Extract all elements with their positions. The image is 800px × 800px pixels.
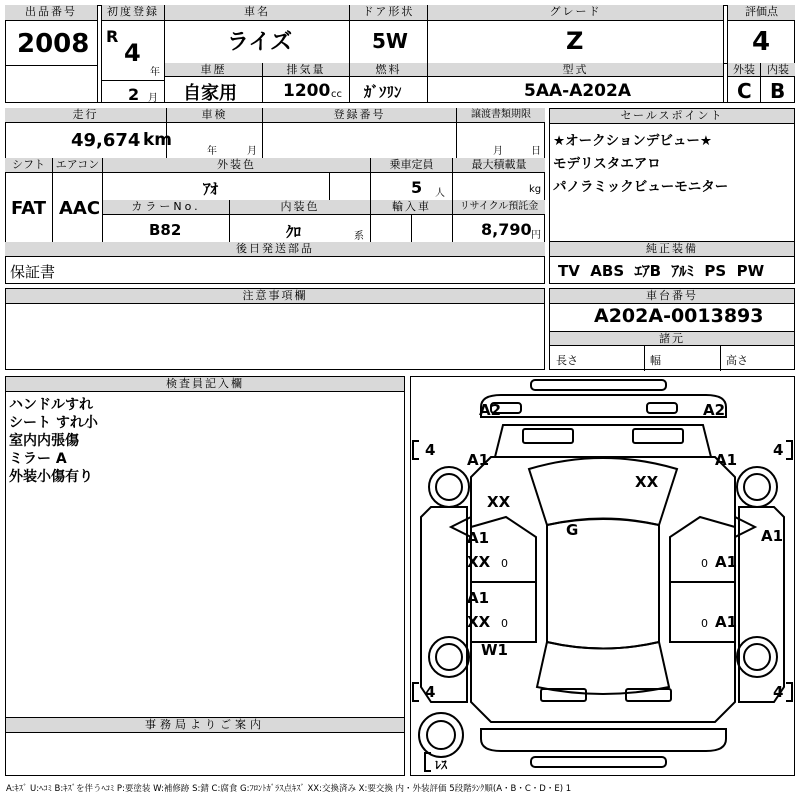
color-no-cell — [103, 200, 230, 242]
legend: A:ｷｽﾞ U:ﾍｺﾐ B:ｷｽﾞを伴うﾍｺﾐ P:要塗装 W:補修跡 S:錆 C:腐食 G:ﾌﾛﾝﾄｶﾞﾗｽ点ｷｽﾞ XX:交換済み X:要交換 内・外装評価 5段階ﾗﾝｸ順(A・B・C・D・E) 1 — [6, 784, 572, 794]
exterior-grade: C — [737, 79, 752, 103]
capacity-label: 乗車定員 — [371, 158, 452, 173]
chassis-section — [549, 288, 795, 370]
transfer-day-unit: 日 — [531, 146, 541, 157]
inspector-note-2: シート すれ小 — [9, 415, 98, 431]
sales-point-2: モデリスタエアロ — [553, 156, 661, 172]
door-label: ドア形状 — [350, 5, 427, 21]
displacement: 1200 — [283, 81, 331, 101]
grade-label: グレード — [428, 5, 723, 21]
spec-label: 諸元 — [550, 331, 794, 346]
color-no: B82 — [149, 221, 182, 239]
model-label: 型式 — [428, 63, 723, 77]
mark-w1-rear-fender: W1 — [481, 641, 508, 659]
car-diagram-svg — [411, 377, 794, 775]
door-cell — [350, 5, 428, 63]
int-color-cell — [230, 200, 371, 242]
inspector-note-3: 室内内張傷 — [9, 433, 79, 449]
height-label: 高さ — [726, 354, 748, 367]
shift-label: シフト — [5, 158, 52, 173]
score: 4 — [752, 27, 771, 57]
recycle-cell — [453, 200, 545, 242]
equipment: TV ABS ｴｱB ｱﾙﾐ PS PW — [558, 262, 765, 280]
insp-year-unit: 年 — [207, 146, 217, 157]
recycle-fee: 8,790 — [481, 220, 532, 239]
car-name: ライズ — [227, 30, 293, 55]
transfer-month-unit: 月 — [493, 146, 503, 157]
mileage-cell — [5, 108, 173, 158]
capacity: 5 — [411, 178, 423, 197]
lot-cell — [5, 5, 98, 103]
tire-rear-left: 4 — [425, 683, 436, 701]
later-parts: 保証書 — [10, 263, 56, 281]
mileage-label: 走行 — [5, 108, 166, 123]
ac: AAC — [59, 198, 101, 219]
color-no-label: カラーNo. — [103, 200, 229, 215]
reg-year: 4 — [124, 39, 141, 67]
reg-no-cell — [263, 108, 457, 158]
spare-tire: ﾚｽ — [435, 758, 448, 772]
mark-a1-front-right: A1 — [715, 451, 738, 469]
car-diagram — [410, 376, 795, 776]
transfer-cell — [457, 108, 545, 158]
interior-cell — [761, 63, 795, 103]
shift-cell — [5, 158, 53, 242]
chassis-label: 車台番号 — [550, 289, 794, 304]
tire-front-left: 4 — [425, 441, 436, 459]
mark-a1-left-front-door: A1 — [467, 529, 490, 547]
sales-point-label: セールスポイント — [550, 109, 794, 124]
chassis-number: A202A-0013893 — [594, 305, 764, 327]
inspector-label: 検査員記入欄 — [6, 377, 404, 392]
int-color-unit: 系 — [354, 231, 364, 242]
zero-mark-3: 0 — [501, 617, 508, 630]
history: 自家用 — [183, 83, 237, 104]
mark-a1-left-rear-door: A1 — [467, 589, 490, 607]
color-label: 外装色 — [103, 158, 370, 173]
tire-front-right: 4 — [773, 441, 784, 459]
later-parts-label: 後日発送部品 — [5, 242, 545, 257]
inspector-section — [5, 376, 405, 718]
model-cell — [428, 63, 724, 103]
year-unit: 年 — [150, 67, 160, 78]
equipment-section — [549, 242, 795, 284]
inspection-cell — [167, 108, 263, 158]
mark-xx-roof: XX — [635, 473, 659, 491]
mark-a1-right-side: A1 — [761, 527, 784, 545]
interior-color: ｸﾛ — [286, 223, 302, 241]
mark-a1-right-front-door: A1 — [715, 553, 738, 571]
mark-a1-front-left: A1 — [467, 451, 490, 469]
recycle-label: リサイクル預託金 — [453, 200, 545, 215]
displacement-label: 排気量 — [263, 63, 349, 77]
zero-mark-1: 0 — [501, 557, 508, 570]
ac-cell — [53, 158, 103, 242]
inspector-note-5: 外装小傷有り — [9, 469, 93, 485]
insp-month-unit: 月 — [247, 146, 257, 157]
office-section — [5, 718, 405, 776]
mark-xx-left-front-door: XX — [467, 553, 491, 571]
door-type: 5W — [372, 29, 408, 53]
capacity-unit: 人 — [435, 188, 445, 199]
later-parts-cell — [5, 242, 545, 284]
mark-xx-fender: XX — [487, 493, 511, 511]
grade: Z — [566, 27, 584, 55]
color-cell — [103, 158, 371, 200]
lot-label: 出品番号 — [5, 5, 97, 21]
mileage-unit: km — [143, 130, 173, 150]
lot-number: 2008 — [17, 29, 90, 59]
notes-label: 注意事項欄 — [6, 289, 544, 304]
first-reg-cell — [101, 5, 165, 103]
int-color-label: 内装色 — [230, 200, 370, 215]
exterior-cell — [727, 63, 761, 103]
import-label: 輸入車 — [371, 200, 452, 215]
mileage: 49,674 — [71, 130, 141, 151]
fuel: ｶﾞｿﾘﾝ — [364, 83, 402, 101]
reg-no-label: 登録番号 — [263, 108, 456, 123]
capacity-cell — [371, 158, 453, 200]
zero-mark-4: 0 — [701, 617, 708, 630]
month-unit: 月 — [148, 93, 158, 104]
reg-month: 2 — [128, 85, 140, 104]
ac-label: エアコン — [53, 158, 102, 173]
inspector-note-4: ミラー A — [9, 451, 67, 467]
sales-point-1: ★オークションデビュー★ — [553, 133, 712, 149]
interior-label: 内装 — [761, 63, 795, 77]
office-label: 事務局よりご案内 — [6, 718, 404, 733]
model: 5AA-A202A — [524, 81, 631, 101]
fuel-label: 燃料 — [350, 63, 427, 77]
interior-grade: B — [770, 79, 786, 103]
tire-rear-right: 4 — [773, 683, 784, 701]
score-cell — [727, 5, 795, 63]
grade-cell — [428, 5, 724, 63]
mark-a1-right-rear-door: A1 — [715, 613, 738, 631]
load-cell — [453, 158, 545, 200]
equipment-label: 純正装備 — [550, 242, 794, 257]
history-label: 車歴 — [165, 63, 262, 77]
fuel-cell — [350, 63, 428, 103]
car-name-cell — [165, 5, 350, 63]
inspection-label: 車検 — [167, 108, 262, 123]
displacement-cell — [263, 63, 350, 103]
era: R — [106, 27, 119, 46]
load-label: 最大積載量 — [453, 158, 545, 173]
width-label: 幅 — [650, 354, 661, 367]
shift: FAT — [11, 198, 47, 219]
notes-section — [5, 288, 545, 370]
mark-g-glass: G — [566, 521, 579, 539]
first-reg-label: 初度登録 — [102, 5, 164, 21]
exterior-color: ｱｵ — [203, 180, 219, 198]
recycle-unit: 円 — [531, 230, 541, 241]
import-cell — [371, 200, 453, 242]
inspector-note-1: ハンドルすれ — [9, 397, 93, 413]
length-label: 長さ — [556, 354, 578, 367]
zero-mark-2: 0 — [701, 557, 708, 570]
score-label: 評価点 — [728, 5, 795, 21]
mark-xx-left-rear-door: XX — [467, 613, 491, 631]
sales-point-section — [549, 108, 795, 242]
sales-point-3: パノラミックビューモニター — [553, 179, 729, 195]
load-unit: kg — [529, 184, 542, 195]
transfer-label: 譲渡書類期限 — [457, 108, 545, 123]
history-cell — [165, 63, 263, 103]
mark-a2-right: A2 — [703, 401, 726, 419]
exterior-label: 外装 — [728, 63, 760, 77]
mark-a2-left: A2 — [479, 401, 502, 419]
displacement-unit: cc — [331, 89, 342, 100]
car-name-label: 車名 — [165, 5, 349, 21]
